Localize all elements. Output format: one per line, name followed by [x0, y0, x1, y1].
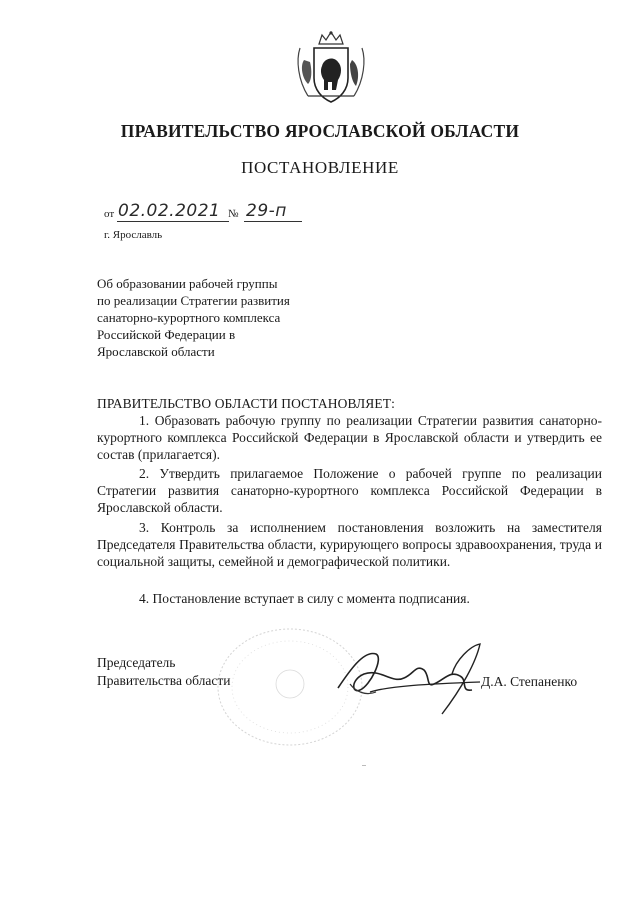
document-subject	[97, 275, 377, 360]
number-sign: №	[228, 208, 239, 220]
document-type: ПОСТАНОВЛЕНИЕ	[241, 158, 399, 177]
paragraph-text: 2. Утвердить прилагаемое Положение о рабочей группе по реализации Стратегии развития санаторно-курортного комплекса Российской Федерации в Ярославской области.	[97, 466, 602, 515]
subject-line: Российской Федерации в	[97, 327, 236, 342]
coat-of-arms-emblem	[286, 30, 376, 110]
subject-line: санаторно-курортного комплекса	[97, 310, 281, 325]
paragraph-text: 4. Постановление вступает в силу с момента подписания.	[139, 591, 470, 606]
decree-heading: ПРАВИТЕЛЬСТВО ОБЛАСТИ ПОСТАНОВЛЯЕТ:	[97, 396, 395, 411]
date-prefix: от	[104, 208, 115, 220]
handwritten-signature	[330, 640, 500, 720]
paragraph-1	[97, 412, 602, 463]
city-label: г. Ярославль	[104, 229, 163, 241]
paragraph-4	[97, 590, 602, 607]
signatory-name: Д.А. Степаненко	[481, 674, 578, 689]
paragraph-text: 1. Образовать рабочую группу по реализации Стратегии развития санаторно-курортного комплекса Российской Федерации в Ярославской области и утвердить ее состав (прилагается).	[97, 413, 602, 462]
date-number-line	[104, 200, 324, 226]
signatory-title-line: Правительства области	[97, 673, 231, 688]
handwritten-date: 02.02.2021	[118, 201, 221, 221]
subject-line: Ярославской области	[97, 344, 215, 359]
subject-line: по реализации Стратегии развития	[97, 293, 290, 308]
paragraph-text: 3. Контроль за исполнением постановления возложить на заместителя Председателя Правительства области, курирующего вопросы здравоохранения, труда и социальной защиты, семейной и демографической политики.	[97, 520, 602, 569]
signatory-title	[97, 654, 230, 690]
date-underline	[117, 221, 229, 222]
paragraph-3	[97, 519, 602, 570]
organization-title: ПРАВИТЕЛЬСТВО ЯРОСЛАВСКОЙ ОБЛАСТИ	[120, 121, 520, 141]
paragraph-2	[97, 465, 602, 516]
subject-line: Об образовании рабочей группы	[97, 276, 278, 291]
scan-speck	[362, 765, 366, 766]
signatory-title-line: Председатель	[97, 655, 176, 670]
handwritten-number: 29-п	[246, 201, 287, 221]
number-underline	[244, 221, 302, 222]
